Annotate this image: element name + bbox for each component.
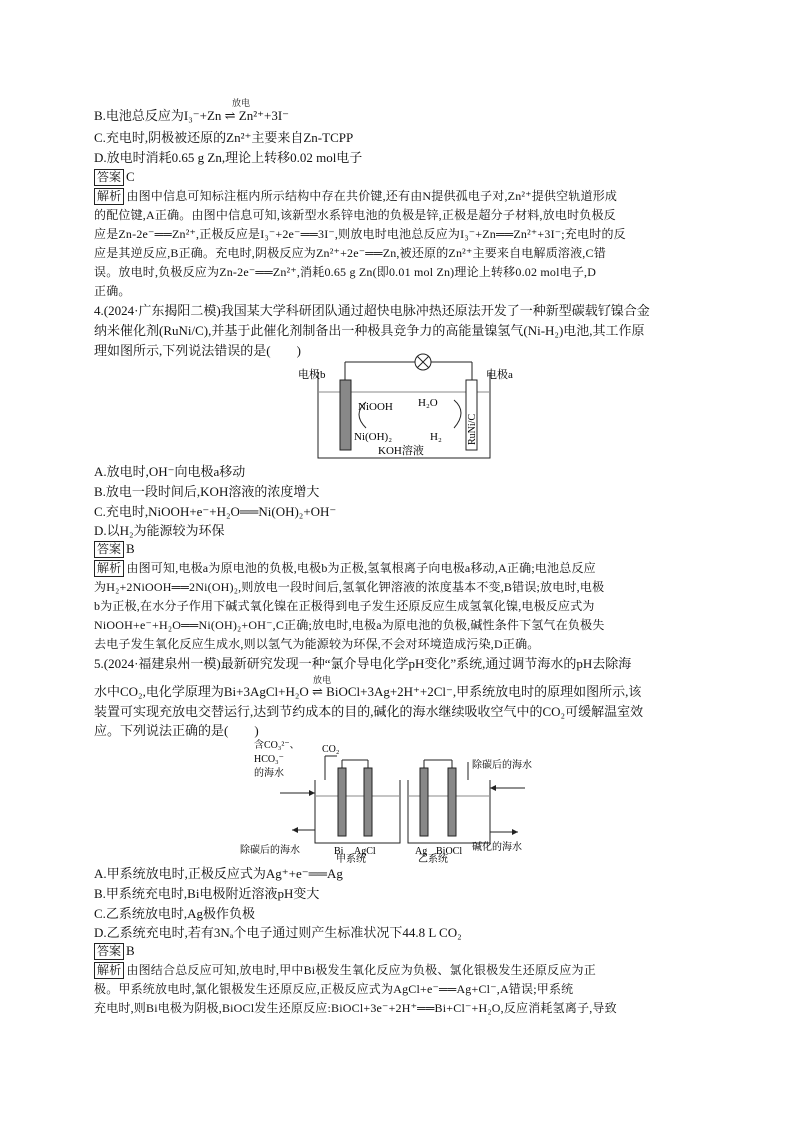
q3-option-d: D.放电时消耗0.65 g Zn,理论上转移0.02 mol电子 — [94, 150, 363, 165]
q5-system-diagram — [240, 738, 540, 863]
q5-option-a: A.甲系统放电时,正极反应式为Ag⁺+e⁻══Ag — [94, 866, 343, 881]
q3-analysis-line: 的配位键,A正确。由图中信息可知,该新型水系锌电池的负极是锌,正极是超分子材料,放电时负极反 — [94, 208, 616, 222]
q3-answer: C — [126, 169, 135, 184]
q4-option-c: C.充电时,NiOOH+e⁻+H₂O══Ni(OH)₂+OH⁻ — [94, 504, 337, 519]
q5-stem: 应。下列说法正确的是( ) — [94, 723, 259, 738]
q3-analysis-line: 应是Zn-2e⁻══Zn²⁺,正极反应是I₃⁻+2e⁻══3I⁻,则放电时电池总反应为I₃⁻+Zn══Zn²⁺+3I⁻;充电时的反 — [94, 227, 626, 241]
q4-analysis-tag: 解析 — [94, 560, 124, 577]
q3-option-b: B.电池总反应为I₃⁻+Zn ⇌ Zn²⁺+3I⁻ — [94, 108, 290, 123]
q5-answer-tag: 答案 — [94, 943, 124, 960]
q5-arrow-top: 放电 — [313, 675, 332, 685]
q5-analysis-line: 由图结合总反应可知,放电时,甲中Bi极发生氧化反应为负极、氯化银极发生还原反应为正 — [126, 963, 596, 977]
q4-stem: 理如图所示,下列说法错误的是( ) — [94, 343, 301, 358]
q4-analysis-line: 由图可知,电极a为原电池的负极,电极b为正极,氢氧根离子向电极a移动,A正确;电池总反应 — [126, 561, 596, 575]
q4-stem: 纳米催化剂(RuNi/C),并基于此催化剂制备出一种极具竞争力的高能量镍氢气(Ni-H₂)电池,其工作原 — [94, 323, 645, 338]
bi-electrode-label: Bi — [334, 846, 344, 857]
q4-stem: 4.(2024·广东揭阳二模)我国某大学科研团队通过超快电脉冲热还原法开发了一种新型碳载钌镍合金 — [94, 303, 650, 318]
q5-analysis-line: 极。甲系统放电时,氯化银极发生还原反应,正极反应式为AgCl+e⁻══Ag+Cl⁻,A错误;甲系统 — [94, 982, 574, 996]
q3-analysis-tag: 解析 — [94, 188, 124, 205]
q5-analysis-tag: 解析 — [94, 962, 124, 979]
q5-option-c: C.乙系统放电时,Ag极作负极 — [94, 906, 256, 921]
system-b-label: 乙系统 — [418, 854, 448, 865]
outlet-left-label: 除碳后的海水 — [240, 845, 300, 856]
outlet-right-top-label: 除碳后的海水 — [472, 760, 532, 771]
biocl-electrode-label: BiOCl — [436, 846, 463, 857]
q4-option-a: A.放电时,OH⁻向电极a移动 — [94, 464, 246, 479]
q4-analysis-line: 为H₂+2NiOOH══2Ni(OH)₂,则放电一段时间后,氢氧化钾溶液的浓度基本不变,B错误;放电时,电极 — [94, 580, 605, 594]
inlet-label-3: 的海水 — [254, 768, 284, 779]
q3-option-c: C.充电时,阴极被还原的Zn²⁺主要来自Zn-TCPP — [94, 130, 354, 145]
q5-answer: B — [126, 943, 135, 958]
q4-answer-tag: 答案 — [94, 541, 124, 558]
q5-option-d: D.乙系统充电时,若有3Nₐ个电子通过则产生标准状况下44.8 L CO₂ — [94, 925, 462, 940]
q4-cell-diagram — [290, 350, 513, 465]
q3-analysis-line: 正确。 — [94, 284, 131, 298]
agcl-electrode-label: AgCl — [354, 846, 376, 857]
runi-c-label: RuNi/C — [467, 413, 478, 445]
q5-stem: 水中CO₂,电化学原理为Bi+3AgCl+H₂O ⇌ BiOCl+3Ag+2H⁺+2Cl⁻,甲系统放电时的原理如图所示,该 — [94, 684, 642, 699]
q4-analysis-line: NiOOH+e⁻+H₂O══Ni(OH)₂+OH⁻,C正确;放电时,电极a为原电池的负极,碱性条件下氢气在负极失 — [94, 618, 605, 632]
koh-solution-label: KOH溶液 — [378, 445, 424, 457]
h2-label: H₂ — [430, 431, 442, 443]
inlet-label-1: 含CO₃²⁻、 — [254, 740, 300, 751]
q5-stem: 5.(2024·福建泉州一模)最新研究发现一种“氯介导电化学pH变化”系统,通过调节海水的pH去除海 — [94, 656, 632, 671]
outlet-right-bot-label: 碱化的海水 — [472, 842, 522, 853]
niooh-label: NiOOH — [358, 401, 393, 413]
q3-answer-tag: 答案 — [94, 169, 124, 186]
q4-option-d: D.以H₂为能源较为环保 — [94, 523, 225, 538]
h2o-label: H₂O — [418, 397, 438, 409]
q4-answer: B — [126, 541, 135, 556]
q3-analysis-line: 误。放电时,负极反应为Zn-2e⁻══Zn²⁺,消耗0.65 g Zn(即0.01 mol Zn)理论上转移0.02 mol电子,D — [94, 265, 597, 279]
q4-analysis-line: b为正极,在水分子作用下碱式氧化镍在正极得到电子发生还原反应生成氢氧化镍,电极反应式为 — [94, 599, 595, 613]
q3-analysis-line: 应是其逆反应,B正确。充电时,阴极反应为Zn²⁺+2e⁻══Zn,被还原的Zn²⁺主要来自电解质溶液,C错 — [94, 246, 606, 260]
q4-analysis-line: 去电子发生氧化反应生成水,则以氢气为能源较为环保,不会对环境造成污染,D正确。 — [94, 637, 540, 651]
electrode-b-label: 电极b — [298, 369, 326, 381]
ag-electrode-label: Ag — [415, 846, 428, 857]
q5-option-b: B.甲系统充电时,Bi电极附近溶液pH变大 — [94, 886, 320, 901]
electrode-a-label: 电极a — [486, 369, 513, 381]
co2-label: CO₂ — [322, 744, 340, 755]
nioh2-label: Ni(OH)₂ — [354, 431, 393, 443]
q5-analysis-line: 充电时,则Bi电极为阴极,BiOCl发生还原反应:BiOCl+3e⁻+2H⁺══Bi+Cl⁻+H₂O,反应消耗氢离子,导致 — [94, 1001, 617, 1015]
inlet-label-2: HCO₃⁻ — [254, 754, 284, 765]
system-a-label: 甲系统 — [336, 854, 366, 865]
q3-arrow-top: 放电 — [232, 98, 251, 108]
q3-analysis-line: 由图中信息可知标注框内所示结构中存在共价键,还有由N提供孤电子对,Zn²⁺提供空轨道形成 — [126, 189, 618, 203]
q5-stem: 装置可实现充放电交替运行,达到节约成本的目的,碱化的海水继续吸收空气中的CO₂可缓解温室效 — [94, 704, 644, 719]
q4-option-b: B.放电一段时间后,KOH溶液的浓度增大 — [94, 484, 320, 499]
